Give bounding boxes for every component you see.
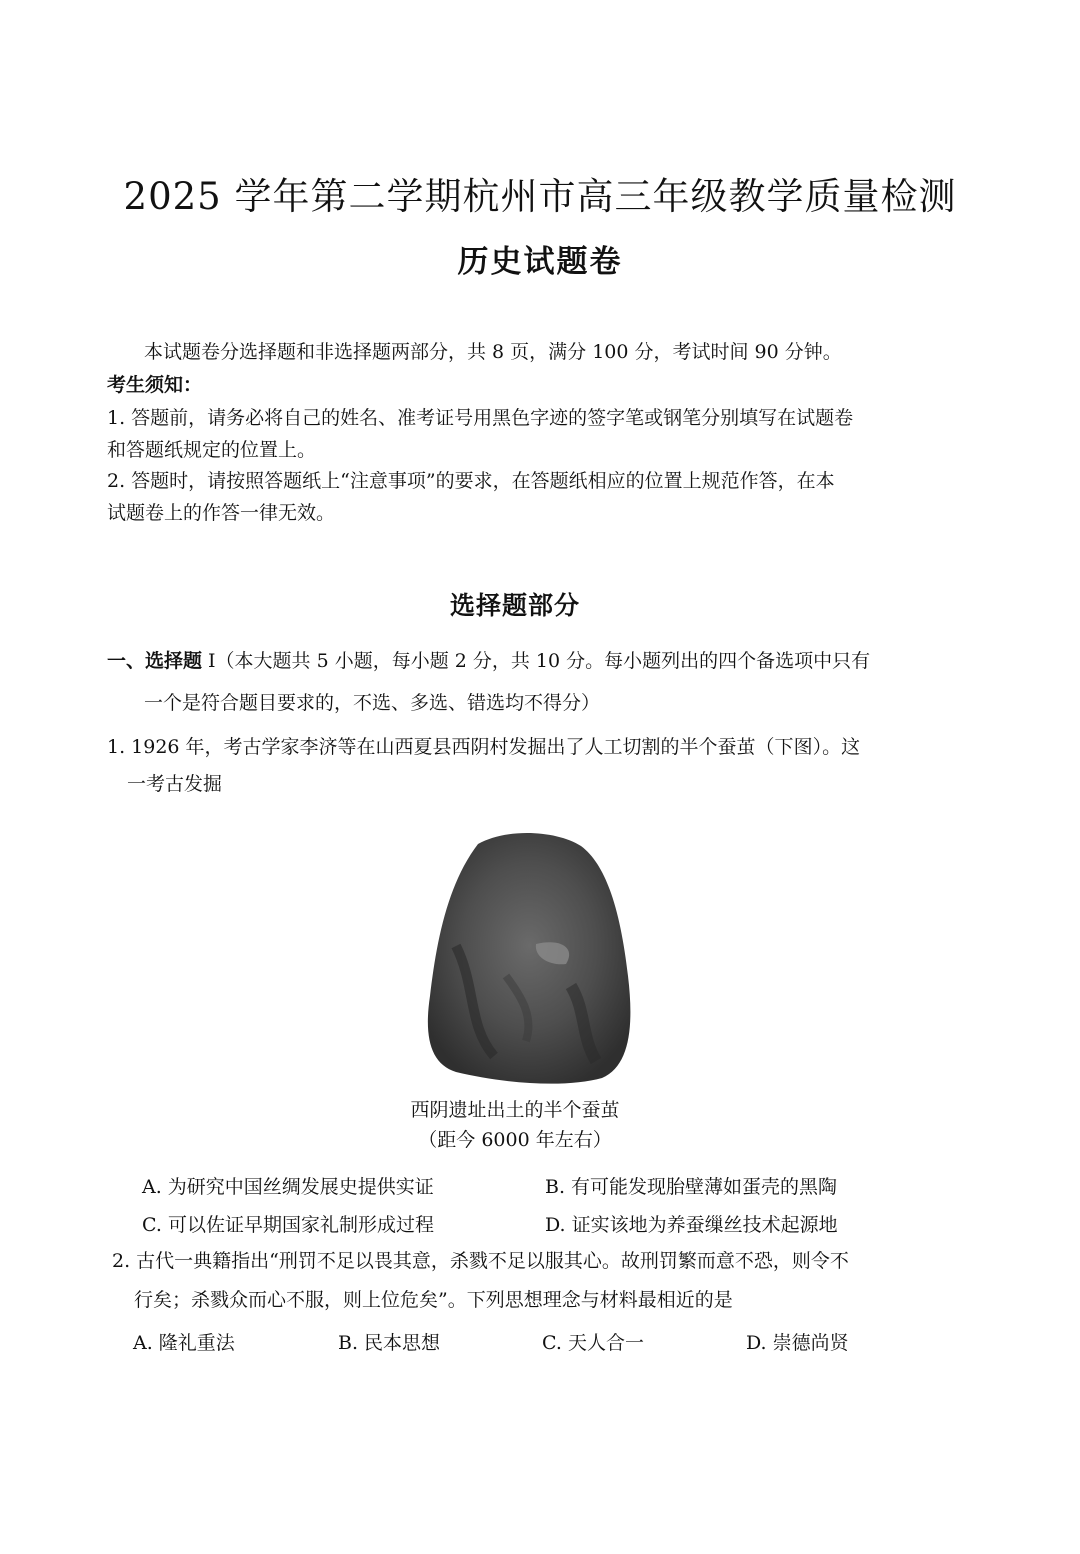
q1-stem-line-1: 1. 1926 年，考古学家李济等在山西夏县西阴村发掘出了人工切割的半个蚕茧（下图）。这 xyxy=(107,736,861,758)
q1-option-a: A. 为研究中国丝绸发展史提供实证 xyxy=(142,1176,434,1198)
part1-instructions-line-1 xyxy=(107,650,870,673)
intro-text: 本试题卷分选择题和非选择题两部分，共 8 页，满分 100 分，考试时间 90 分钟。 xyxy=(144,341,842,363)
exam-title: 2025 学年第二学期杭州市高三年级教学质量检测 xyxy=(123,175,957,218)
q2-option-b: B. 民本思想 xyxy=(338,1332,441,1354)
notice-heading: 考生须知： xyxy=(107,374,203,396)
figure-caption-line-2: （距今 6000 年左右） xyxy=(418,1129,612,1151)
notice-item-1-line-1: 1. 答题前，请务必将自己的姓名、准考证号用黑色字迹的签字笔或钢笔分别填写在试题卷 xyxy=(107,407,854,429)
q1-option-c: C. 可以佐证早期国家礼制形成过程 xyxy=(142,1214,434,1236)
q2-stem-line-1: 2. 古代一典籍指出“刑罚不足以畏其意，杀戮不足以服其心。故刑罚繁而意不恐，则令不 xyxy=(112,1250,849,1272)
silkworm-cocoon-photo xyxy=(416,826,636,1086)
figure-caption-line-1: 西阴遗址出土的半个蚕茧 xyxy=(410,1099,620,1121)
q1-option-b: B. 有可能发现胎壁薄如蛋壳的黑陶 xyxy=(545,1176,838,1198)
q2-option-a: A. 隆礼重法 xyxy=(133,1332,235,1354)
part1-instructions-line-2: 一个是符合题目要求的，不选、多选、错选均不得分） xyxy=(144,692,601,714)
q1-stem-line-2: 一考古发掘 xyxy=(127,773,223,795)
q2-option-d: D. 崇德尚贤 xyxy=(746,1332,849,1354)
notice-item-2-line-2: 试题卷上的作答一律无效。 xyxy=(107,502,336,524)
section-title: 选择题部分 xyxy=(449,591,580,620)
part1-label: 一、选择题 xyxy=(107,650,203,672)
part1-instructions: Ⅰ（本大题共 5 小题，每小题 2 分，共 10 分。每小题列出的四个备选项中只有 xyxy=(202,650,871,672)
q2-stem-line-2: 行矣；杀戮众而心不服，则上位危矣”。下列思想理念与材料最相近的是 xyxy=(134,1289,733,1311)
notice-item-2-line-1: 2. 答题时，请按照答题纸上“注意事项”的要求，在答题纸相应的位置上规范作答，在本 xyxy=(107,470,835,492)
exam-subtitle: 历史试题卷 xyxy=(457,244,623,280)
q1-option-d: D. 证实该地为养蚕缫丝技术起源地 xyxy=(545,1214,838,1236)
q2-option-c: C. 天人合一 xyxy=(542,1332,644,1354)
notice-item-1-line-2: 和答题纸规定的位置上。 xyxy=(107,439,317,461)
